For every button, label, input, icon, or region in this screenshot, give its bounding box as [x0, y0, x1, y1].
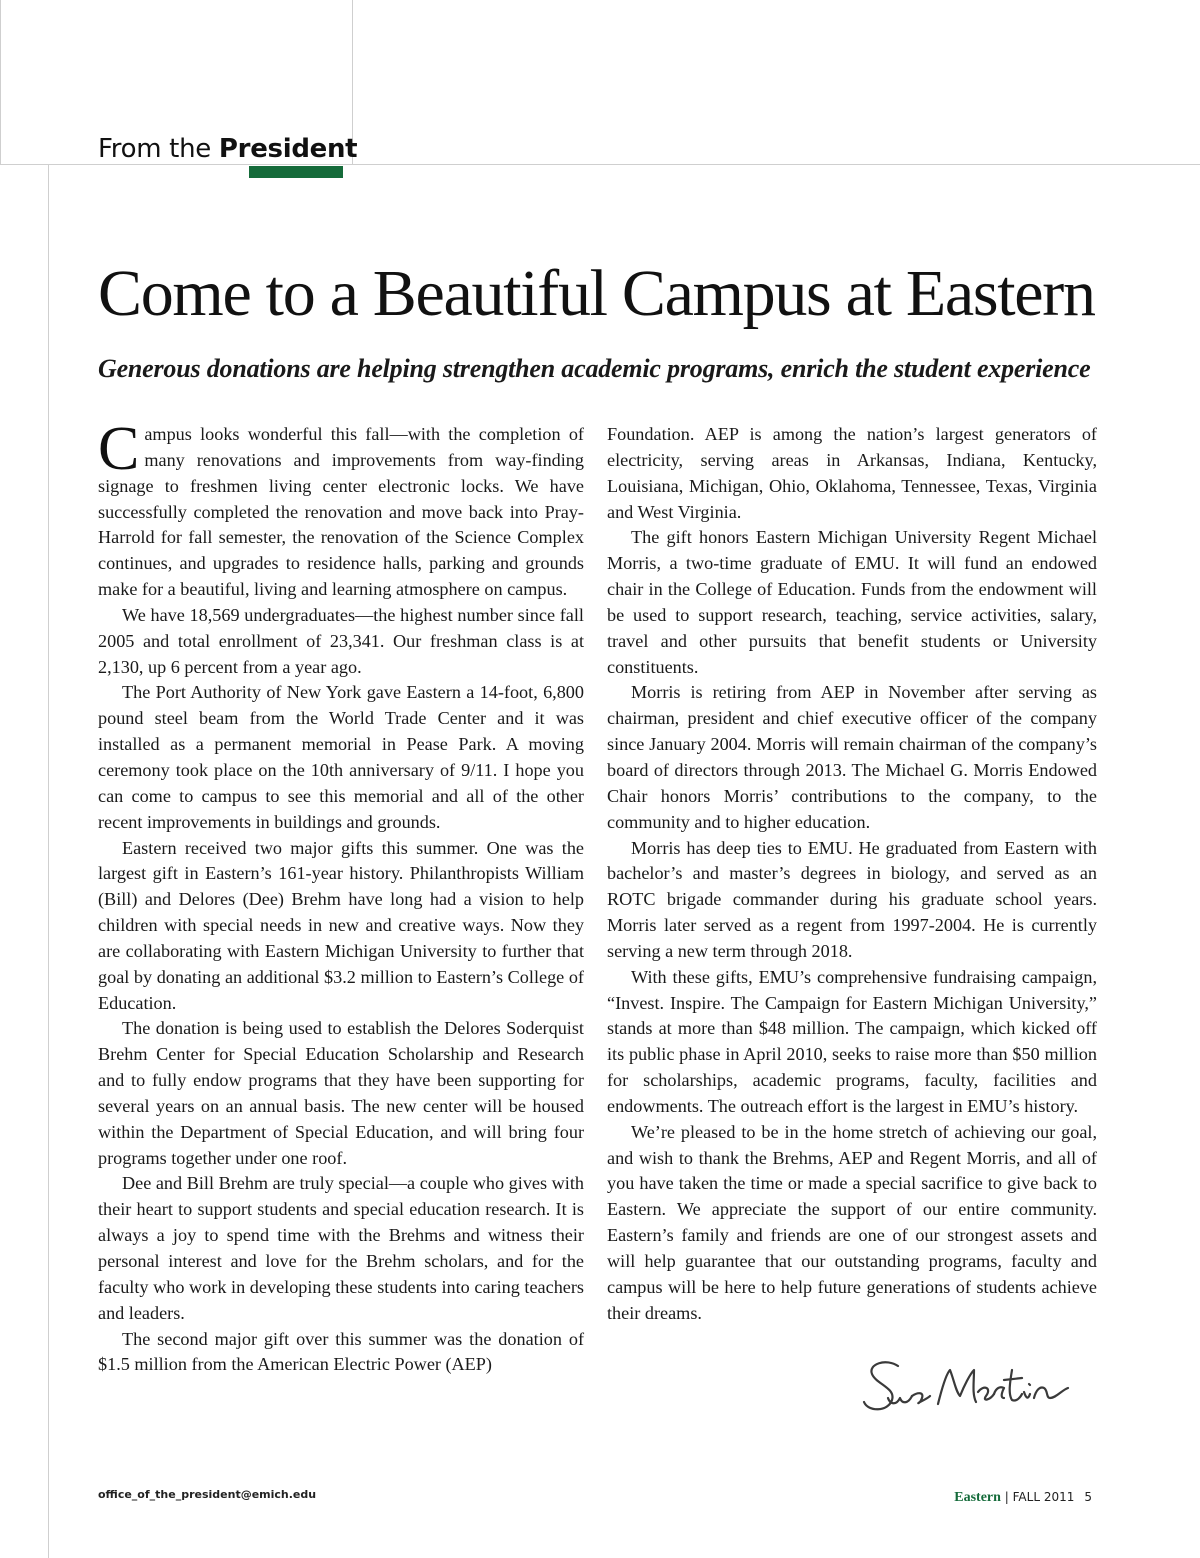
page-title: Come to a Beautiful Campus at Eastern — [98, 257, 1095, 330]
drop-cap: C — [98, 415, 140, 483]
article-paragraph: The gift honors Eastern Michigan University Regent Michael Morris, a two-time graduate of EMU. It will fund an endowed chair in the College of Education. Funds from the endowment will be used to support research, teaching, service activities, salary, travel and other pursuits that benefit students or University constituents. — [607, 527, 1097, 677]
section-prefix: From the — [98, 134, 211, 164]
article-paragraph: The donation is being used to establish the Delores Soderquist Brehm Center for Special Education Scholarship and Research and to fully endow programs that they have been supporting for several years on an annual basis. The new center will be housed within the Department of Special Education, and will bring four programs together under one roof. — [98, 1018, 584, 1168]
article-paragraph: Dee and Bill Brehm are truly special—a couple who gives with their heart to support students and special education research. It is always a joy to spend time with the Brehms and witness their personal interest and love for the Brehm scholars, and for the faculty who work in developing these students into caring teachers and leaders. — [98, 1173, 584, 1323]
footer-separator: | — [1004, 1490, 1009, 1504]
footer-email: office_of_the_president@emich.edu — [98, 1488, 317, 1501]
footer-issue: FALL 2011 — [1012, 1490, 1075, 1504]
article-paragraph: Morris has deep ties to EMU. He graduated from Eastern with bachelor’s and master’s degrees in biology, and served as an ROTC brigade commander during his graduate school years. Morris later served as a regent from 1997-2004. He is currently serving a new term through 2018. — [607, 837, 1097, 961]
article-paragraph: The Port Authority of New York gave Eastern a 14-foot, 6,800 pound steel beam from the World Trade Center and it was installed as a permanent memorial in Pease Park. A moving ceremony took place on the 10th anniversary of 9/11. I hope you can come to campus to see this memorial and all of the other recent improvements in buildings and grounds. — [98, 682, 584, 832]
section-accent-bar — [249, 166, 343, 178]
article-paragraph: With these gifts, EMU’s comprehensive fundraising campaign, “Invest. Inspire. The Campaign for Eastern Michigan University,” stands at more than $48 million. The campaign, which kicked off its public phase in April 2010, seeks to raise more than $50 million for scholarships, academic programs, faculty, facilities and endowments. The outreach effort is the largest in EMU’s history. — [607, 966, 1097, 1116]
frame-rule-left — [48, 165, 49, 1558]
signature-image — [858, 1352, 1088, 1424]
frame-rule-vertical — [0, 0, 1, 165]
article-paragraph: Campus looks wonderful this fall—with the completion of many renovations and improvements from way-finding signage to freshmen living center electronic locks. We have successfully completed the renovation and move back into Pray-Harrold for fall semester, the renovation of the Science Complex continues, and upgrades to residence halls, parking and grounds make for a beautiful, living and learning atmosphere on campus. — [98, 415, 584, 600]
article-paragraph: Foundation. AEP is among the nation’s largest generators of electricity, serving areas in Arkansas, Indiana, Kentucky, Louisiana, Michigan, Ohio, Oklahoma, Tennessee, Texas, Virginia and West Virginia. — [607, 424, 1097, 522]
article-paragraph: We have 18,569 undergraduates—the highest number since fall 2005 and total enrollment of 23,341. Our freshman class is at 2,130, up 6 percent from a year ago. — [98, 604, 584, 677]
section-name: President — [218, 134, 358, 164]
article-column-left — [98, 415, 584, 1378]
article-column-right — [607, 422, 1097, 1327]
section-label — [98, 132, 357, 166]
article-paragraph: We’re pleased to be in the home stretch of achieving our goal, and wish to thank the Brehms, AEP and Regent Morris, and all of you have taken the time or made a special sacrifice to give back to Eastern. We appreciate the support of our entire community. Eastern’s family and friends are one of our strongest assets and will help guarantee that our outstanding programs, faculty and campus will be here to help future generations of students achieve their dreams. — [607, 1121, 1097, 1323]
article-paragraph: Morris is retiring from AEP in November after serving as chairman, president and chief executive officer of the company since January 2004. Morris will remain chairman of the company’s board of directors through 2013. The Michael G. Morris Endowed Chair honors Morris’ contributions to the company, to the community and to higher education. — [607, 682, 1097, 832]
article-paragraph: The second major gift over this summer was the donation of $1.5 million from the American Electric Power (AEP) — [98, 1328, 584, 1375]
footer-folio — [954, 1490, 1092, 1506]
article-paragraph: Eastern received two major gifts this summer. One was the largest gift in Eastern’s 161-year history. Philanthropists William (Bill) and Delores (Dee) Brehm have long had a vision to help children with special needs in new and creative ways. Now they are collaborating with Eastern Michigan University to further that goal by donating an additional $3.2 million to Eastern’s College of Education. — [98, 837, 584, 1013]
page-subtitle: Generous donations are helping strengthen academic programs, enrich the student experience — [98, 354, 1091, 383]
footer-magazine-name: Eastern — [954, 1490, 1001, 1505]
footer-page-number: 5 — [1084, 1490, 1092, 1504]
